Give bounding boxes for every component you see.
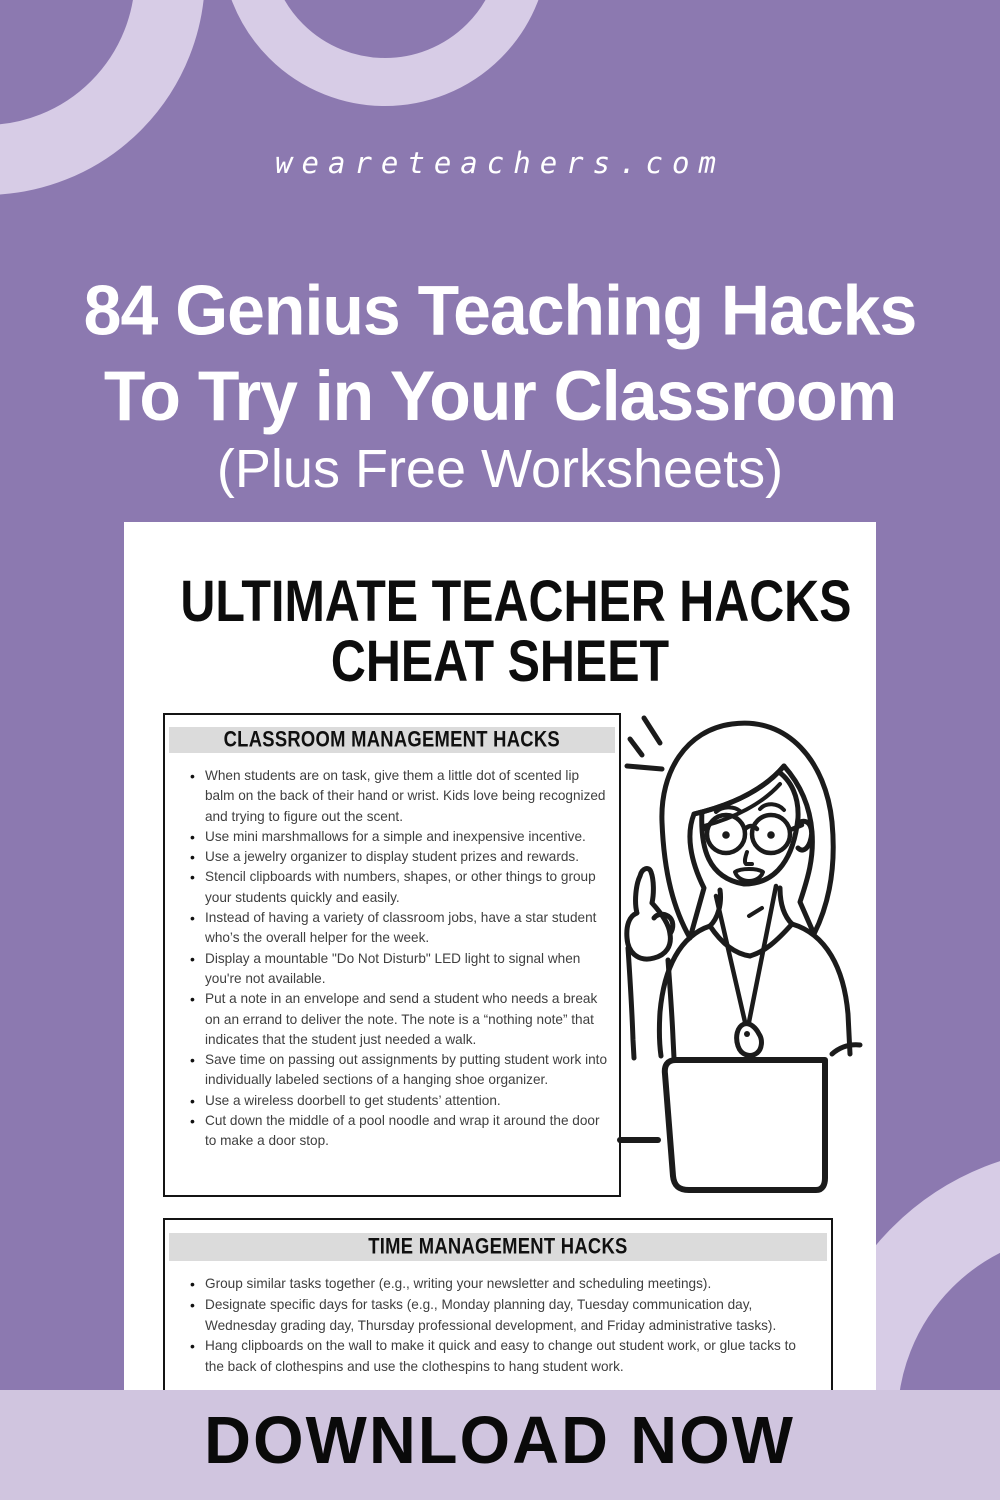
hero-title-line2: To Try in Your Classroom (103, 356, 897, 436)
hero-subtitle: (Plus Free Worksheets) (216, 439, 784, 499)
mouth (735, 869, 763, 881)
lapel-right (750, 924, 792, 956)
whistle (737, 1024, 762, 1056)
section-heading-bar (169, 1233, 827, 1261)
worksheet-title-line1: ULTIMATE TEACHER HACKS (180, 568, 852, 635)
whistle-hole (744, 1031, 750, 1037)
list-item: • Cut down the middle of a pool noodle and wrap it around the door to make a door stop. (188, 1111, 611, 1152)
worksheet-preview (124, 522, 876, 1390)
lanyard-left (716, 896, 745, 1022)
worksheet-title (180, 568, 852, 695)
list-item: • Use a wireless doorbell to get students’ attention. (188, 1091, 611, 1111)
list-item: • Hang clipboards on the wall to make it quick and easy to change out student work, or glue tacks to the back of clothespins and use the clothespins to hang student work. (188, 1336, 817, 1378)
collar-accent (749, 908, 762, 916)
pointing-hand (627, 869, 674, 1058)
list-item: • When students are on task, give them a little dot of scented lip balm on the back of their hand or wrist. Kids love being recognized and trying to figure out the scent. (188, 766, 611, 827)
footer-banner (0, 1390, 1000, 1500)
emphasis-lines-icon (627, 718, 662, 769)
site-tagline: weareteachers.com (275, 146, 725, 180)
list-item: • Stencil clipboards with numbers, shapes, or other things to group your students quickly and easily. (188, 867, 611, 908)
neck-right (780, 888, 792, 924)
section-heading: CLASSROOM MANAGEMENT HACKS (223, 727, 561, 752)
list-item: • Display a mountable "Do Not Disturb" LED light to signal when you're not available. (188, 949, 611, 990)
list-item: • Save time on passing out assignments by putting student work into individually labeled sections of a hanging shoe organizer. (188, 1050, 611, 1091)
list-item: • Instead of having a variety of classroom jobs, have a star student who’s the overall helper for the week. (188, 908, 611, 949)
shoulder-right (792, 924, 850, 1054)
ring-top-left (0, 0, 170, 160)
section-heading-bar (169, 727, 615, 753)
eye-right (767, 831, 775, 839)
list-item: • Use a jewelry organizer to display student prizes and rewards. (188, 847, 611, 867)
list-item: • Group similar tasks together (e.g., writing your newsletter and scheduling meetings). (188, 1274, 817, 1295)
worksheet-title-line2: CHEAT SHEET (330, 629, 670, 695)
section-heading: TIME MANAGEMENT HACKS (368, 1234, 628, 1259)
classroom-management-section (163, 713, 621, 1197)
ring-top-center (245, 0, 525, 82)
download-now-button[interactable]: DOWNLOAD NOW (204, 1401, 795, 1489)
classroom-hacks-list (165, 766, 619, 1152)
list-item: • Use mini marshmallows for a simple and inexpensive incentive. (188, 827, 611, 847)
resting-hand (832, 1045, 860, 1054)
list-item: • Put a note in an envelope and send a student who needs a break on an errand to deliver the note. The note is a “nothing note” that indicates that the student just needed a walk. (188, 989, 611, 1050)
list-item: • Designate specific days for tasks (e.g., Monday planning day, Tuesday communication day, Wednesday grading day, Thursday professional development, and Friday administrative tasks). (188, 1295, 817, 1337)
hero-title-line1: 84 Genius Teaching Hacks (83, 271, 917, 351)
time-management-section (163, 1218, 833, 1390)
laptop (665, 1060, 825, 1190)
time-hacks-list (165, 1274, 831, 1378)
hero-title (0, 268, 1000, 439)
eye-left (722, 831, 730, 839)
teacher-illustration (616, 706, 868, 1198)
